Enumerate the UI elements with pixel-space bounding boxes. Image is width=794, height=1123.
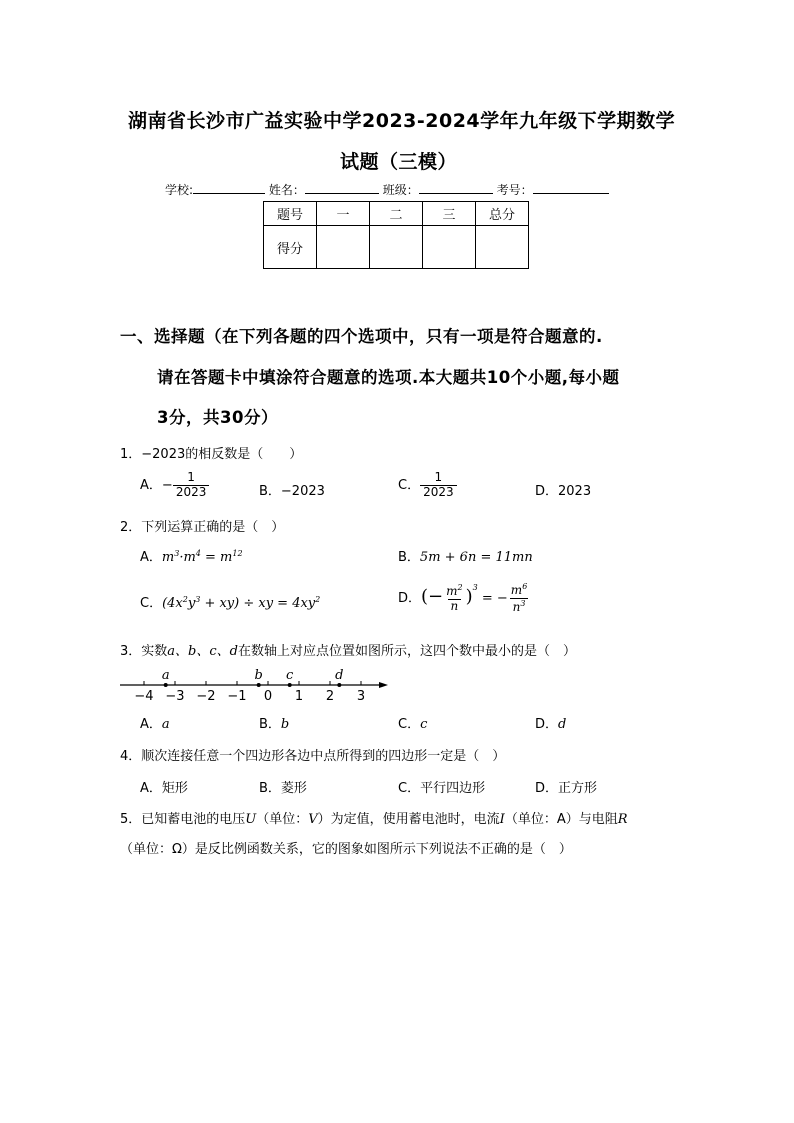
question-1-stem: 1．−2023的相反数是（ ） <box>120 447 303 462</box>
question-1-option-c[interactable]: C． $\frac{1}{2023}$ <box>398 471 457 500</box>
question-3-option-d[interactable]: D．d <box>535 717 567 732</box>
math-expression: $(4x^2y^3 + xy)$ ÷ xy = $4xy^2$ <box>162 595 321 611</box>
number-line-tick-label: 2 <box>325 689 335 704</box>
info-row <box>165 181 609 198</box>
score-table-header-cell: 二 <box>370 202 423 226</box>
math-expression: (− $\frac{m^2}{n}$ )$^3$ = − $\frac{m^6}{n^3}$ <box>421 582 528 614</box>
number-line <box>118 666 390 706</box>
question-4-stem: 4．顺次连接任意一个四边形各边中点所得到的四边形一定是（ ） <box>120 749 506 764</box>
question-3-option-b[interactable]: B．b <box>259 717 290 732</box>
class-label: 班级： <box>382 183 419 197</box>
school-label: 学校: <box>165 183 194 197</box>
math-expression: $m^3\cdot m^4 = m^{12}$ <box>161 549 243 565</box>
number-line-tick-label: −4 <box>134 689 154 704</box>
question-4-option-b[interactable]: B．菱形 <box>259 781 307 796</box>
number-line-point-label: a <box>161 668 170 683</box>
page-title-line-2: 试题（三模） <box>340 151 458 173</box>
question-1-option-b[interactable]: B．−2023 <box>259 484 325 499</box>
number-line-point <box>164 683 168 687</box>
math-expression: 5m + 6n = 11mn <box>419 550 533 565</box>
question-3-option-c[interactable]: C．c <box>398 717 428 732</box>
number-label: 考号： <box>496 183 533 197</box>
score-cell[interactable] <box>370 226 423 269</box>
section-heading-line-1: 一、选择题（在下列各题的四个选项中，只有一项是符合题意的. <box>120 327 603 346</box>
number-line-tick-label: −2 <box>196 689 216 704</box>
section-heading-line-3: 3分，共30分） <box>157 408 278 427</box>
score-table-header-cell: 一 <box>317 202 370 226</box>
question-2-option-a[interactable]: A．$m^3\cdot m^4 = m^{12}$ <box>140 549 243 565</box>
score-table-header-row <box>264 202 529 226</box>
question-4-option-a[interactable]: A．矩形 <box>140 781 188 796</box>
score-table-score-row <box>264 226 529 269</box>
number-line-point <box>288 683 292 687</box>
score-table-header-cell: 题号 <box>264 202 317 226</box>
number-line-point <box>257 683 261 687</box>
question-1-option-a[interactable]: A．− $\frac{1}{2023}$ <box>140 471 209 500</box>
number-line-tick-label: 3 <box>356 689 366 704</box>
number-line-tick-label: 1 <box>294 689 304 704</box>
question-1-option-d[interactable]: D．2023 <box>535 484 592 499</box>
score-table-header-cell: 三 <box>423 202 476 226</box>
class-blank[interactable] <box>419 182 493 194</box>
number-line-tick-label: −3 <box>165 689 185 704</box>
question-5-stem-line-2: （单位：Ω）是反比例函数关系，它的图象如图所示下列说法不正确的是（ ） <box>120 842 572 857</box>
section-heading-line-2: 请在答题卡中填涂符合题意的选项.本大题共10个小题,每小题 <box>157 368 620 387</box>
question-2-stem: 2．下列运算正确的是（ ） <box>120 520 285 535</box>
school-blank[interactable] <box>193 182 265 194</box>
number-line-figure <box>118 666 390 706</box>
question-2-option-b[interactable]: B．5m + 6n = 11mn <box>398 550 533 565</box>
number-blank[interactable] <box>533 182 609 194</box>
score-cell[interactable] <box>423 226 476 269</box>
question-3-option-a[interactable]: A．a <box>140 717 170 732</box>
fraction: $\frac{1}{2023}$ <box>173 471 210 500</box>
number-line-point-label: c <box>286 668 294 683</box>
number-line-arrow <box>379 682 388 688</box>
question-2-option-d[interactable]: D．(− $\frac{m^2}{n}$ )$^3$ = − $\frac{m^6}{n^3}$ <box>398 582 530 615</box>
page-title-line-1: 湖南省长沙市广益实验中学2023-2024学年九年级下学期数学 <box>128 110 676 132</box>
name-blank[interactable] <box>305 182 379 194</box>
question-4-option-c[interactable]: C．平行四边形 <box>398 781 486 796</box>
number-line-tick-label: −1 <box>227 689 247 704</box>
score-table <box>263 201 529 269</box>
score-row-label: 得分 <box>264 226 317 269</box>
score-table-header-cell: 总分 <box>476 202 529 226</box>
score-cell[interactable] <box>476 226 529 269</box>
score-cell[interactable] <box>317 226 370 269</box>
number-line-point-label: b <box>254 668 263 683</box>
question-5-stem-line-1: 5．已知蓄电池的电压U（单位：V）为定值，使用蓄电池时，电流I（单位：A）与电阻R <box>120 812 628 827</box>
name-label: 姓名： <box>268 183 305 197</box>
number-line-point-label: d <box>335 668 344 683</box>
question-4-option-d[interactable]: D．正方形 <box>535 781 598 796</box>
number-line-tick-label: 0 <box>263 689 273 704</box>
number-line-point <box>337 683 341 687</box>
question-2-option-c[interactable]: C．$(4x^2y^3 + xy)$ ÷ xy = $4xy^2$ <box>140 595 321 611</box>
question-3-stem: 3．实数a、b、c、d在数轴上对应点位置如图所示，这四个数中最小的是（ ） <box>120 644 576 659</box>
fraction: $\frac{1}{2023}$ <box>420 471 457 500</box>
